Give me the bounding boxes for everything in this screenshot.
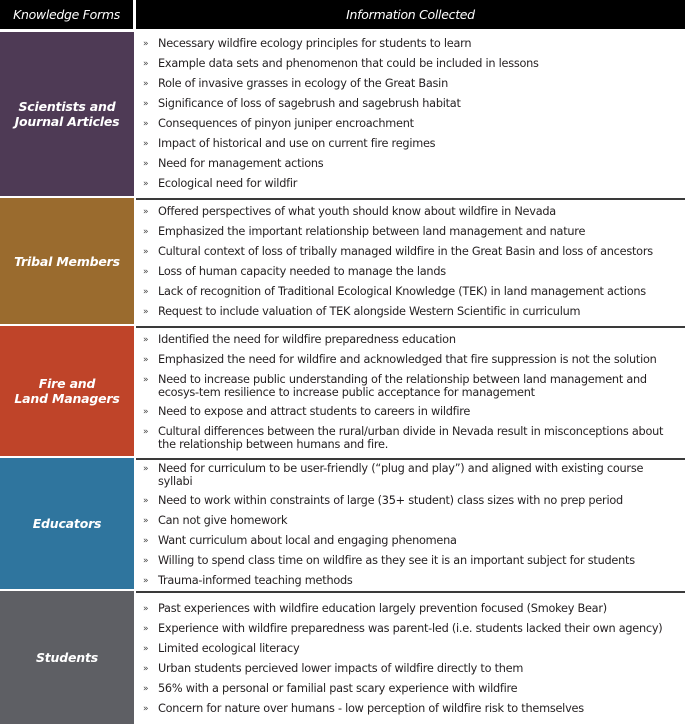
row-content-cell: [136, 458, 685, 589]
info-list: [143, 205, 685, 319]
item-text: Need to work within constraints of large (35+ student) class sizes with no prep period: [158, 493, 623, 507]
list-item: [143, 305, 685, 319]
list-item: [143, 77, 685, 91]
table-row-educators: [0, 458, 685, 589]
item-text: Cultural context of loss of tribally managed wildfire in the Great Basin and loss of ancestors: [158, 245, 653, 258]
list-item: [143, 57, 685, 71]
bullet-icon: »: [143, 515, 149, 526]
item-text: Willing to spend class time on wildfire as they see it is an important subject for students: [158, 553, 635, 567]
bullet-icon: »: [143, 207, 149, 217]
item-text: Ecological need for wildfir: [158, 177, 298, 190]
item-text: Role of invasive grasses in ecology of the Great Basin: [158, 77, 448, 90]
bullet-icon: »: [143, 267, 149, 277]
row-label-line: Students: [35, 650, 99, 665]
list-item: [143, 642, 685, 656]
item-text: Trauma-informed teaching methods: [158, 573, 353, 587]
bullet-icon: »: [143, 307, 149, 317]
row-label-cell: [0, 458, 134, 589]
bullet-icon: »: [143, 683, 149, 694]
row-content-cell: [136, 326, 685, 456]
item-text: Significance of loss of sagebrush and sagebrush habitat: [158, 97, 461, 110]
item-text: Impact of historical and use on current fire regimes: [158, 137, 436, 150]
item-text: Lack of recognition of Traditional Ecological Knowledge (TEK) in land management actions: [158, 285, 646, 298]
item-text: Offered perspectives of what youth should know about wildfire in Nevada: [158, 205, 556, 218]
bullet-icon: »: [143, 247, 149, 257]
bullet-icon: »: [143, 159, 149, 169]
bullet-icon: »: [143, 119, 149, 129]
table-header: [0, 0, 685, 30]
item-text: Consequences of pinyon juniper encroachment: [158, 117, 414, 130]
list-item: [143, 245, 685, 259]
item-text: Need for management actions: [158, 157, 324, 170]
row-label-cell: [0, 326, 134, 456]
list-item: [143, 353, 685, 367]
bullet-icon: »: [143, 495, 149, 506]
list-item: [143, 37, 685, 51]
bullet-icon: »: [143, 287, 149, 297]
list-item: [143, 205, 685, 219]
row-label-cell: [0, 591, 134, 724]
table-row-scientists: [0, 32, 685, 196]
list-item: [143, 554, 685, 568]
list-item: [143, 702, 685, 716]
info-list: [143, 462, 685, 588]
item-text: Urban students percieved lower impacts of wildfire directly to them: [158, 661, 524, 675]
item-text: Example data sets and phenomenon that could be included in lessons: [158, 57, 539, 70]
row-label-line: Scientists and: [18, 99, 116, 114]
row-content-cell: [136, 591, 685, 724]
item-text: Cultural differences between the rural/urban divide in Nevada result in misconceptions about the relationship between humans and fire.: [158, 425, 664, 451]
list-item: [143, 177, 685, 191]
table-row-students: [0, 591, 685, 724]
info-list: [143, 37, 685, 191]
bullet-icon: »: [143, 603, 149, 614]
item-text: Emphasized the important relationship between land management and nature: [158, 225, 586, 238]
bullet-icon: »: [143, 555, 149, 566]
bullet-icon: »: [143, 663, 149, 674]
row-label-line: Tribal Members: [14, 253, 120, 269]
bullet-icon: »: [143, 623, 149, 634]
info-list: [143, 602, 685, 716]
list-item: [143, 574, 685, 588]
row-content-cell: [136, 32, 685, 196]
item-text: Can not give homework: [158, 513, 288, 527]
list-item: [143, 662, 685, 676]
list-item: [143, 137, 685, 151]
bullet-icon: »: [143, 703, 149, 714]
list-item: [143, 462, 685, 488]
bullet-icon: »: [143, 535, 149, 546]
item-text: Identified the need for wildfire preparedness education: [158, 333, 456, 346]
item-text: Loss of human capacity needed to manage the lands: [158, 265, 446, 278]
item-text: Necessary wildfire ecology principles for students to learn: [158, 37, 472, 50]
item-text: Need to expose and attract students to careers in wildfire: [158, 405, 471, 418]
header-information-collected: Information Collected: [136, 0, 685, 29]
row-label-cell: [0, 198, 134, 324]
list-item: [143, 157, 685, 171]
table-row-fire-land-managers: [0, 326, 685, 456]
bullet-icon: »: [143, 227, 149, 237]
table-row-tribal-members: [0, 198, 685, 324]
list-item: [143, 494, 685, 508]
list-item: [143, 97, 685, 111]
list-item: [143, 602, 685, 616]
item-text: Need for curriculum to be user-friendly (“plug and play”) and aligned with existing course syllabi: [158, 461, 644, 488]
bullet-icon: »: [143, 463, 149, 474]
item-text: Request to include valuation of TEK alongside Western Scientific in curriculum: [158, 305, 581, 318]
row-label-line: Land Managers: [14, 391, 120, 406]
bullet-icon: »: [143, 139, 149, 149]
bullet-icon: »: [143, 427, 149, 437]
list-item: [143, 682, 685, 696]
list-item: [143, 622, 685, 636]
info-list: [143, 333, 685, 451]
list-item: [143, 514, 685, 528]
bullet-icon: »: [143, 79, 149, 89]
bullet-icon: »: [143, 59, 149, 69]
bullet-icon: »: [143, 179, 149, 189]
bullet-icon: »: [143, 39, 149, 49]
bullet-icon: »: [143, 643, 149, 654]
row-label-line: Journal Articles: [14, 114, 120, 129]
item-text: Want curriculum about local and engaging phenomena: [158, 533, 457, 547]
list-item: [143, 425, 685, 451]
bullet-icon: »: [143, 335, 149, 345]
bullet-icon: »: [143, 375, 149, 385]
item-text: Past experiences with wildfire education largely prevention focused (Smokey Bear): [158, 601, 607, 615]
list-item: [143, 285, 685, 299]
item-text: Emphasized the need for wildfire and acknowledged that fire suppression is not the solution: [158, 353, 657, 366]
list-item: [143, 405, 685, 419]
list-item: [143, 117, 685, 131]
row-label-line: Educators: [32, 516, 102, 531]
bullet-icon: »: [143, 355, 149, 365]
bullet-icon: »: [143, 99, 149, 109]
list-item: [143, 265, 685, 279]
row-content-cell: [136, 198, 685, 324]
list-item: [143, 333, 685, 347]
item-text: Concern for nature over humans - low perception of wildfire risk to themselves: [158, 701, 584, 715]
header-knowledge-forms: Knowledge Forms: [0, 0, 133, 29]
item-text: Experience with wildfire preparedness was parent-led (i.e. students lacked their own agency): [158, 621, 663, 635]
bullet-icon: »: [143, 575, 149, 586]
list-item: [143, 534, 685, 548]
row-label-line: Fire and: [38, 376, 96, 391]
item-text: Need to increase public understanding of the relationship between land management and ecosys-tem resilience to increase public acceptance for management: [158, 373, 647, 399]
list-item: [143, 225, 685, 239]
bullet-icon: »: [143, 407, 149, 417]
item-text: 56% with a personal or familial past scary experience with wildfire: [158, 681, 518, 695]
item-text: Limited ecological literacy: [158, 641, 300, 655]
row-label-cell: [0, 32, 134, 196]
list-item: [143, 373, 685, 399]
